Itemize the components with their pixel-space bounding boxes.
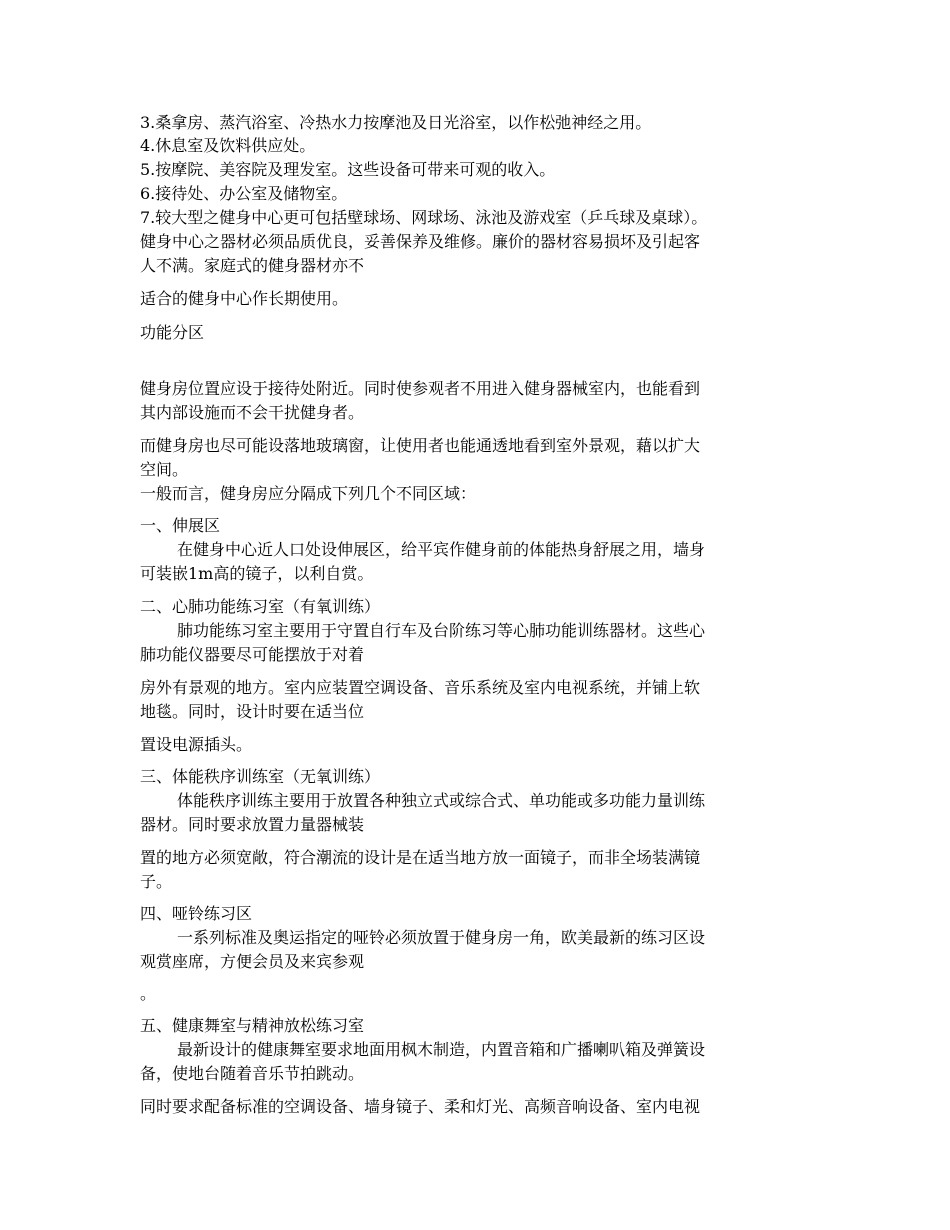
paragraph-cardio-line4: 地毯。同时，设计时要在适当位	[140, 702, 365, 721]
paragraph-cardio-line2: 肺功能仪器要尽可能摆放于对着	[140, 645, 365, 664]
paragraph-equipment-line3: 适合的健身中心作长期使用。	[140, 289, 349, 308]
paragraph-cardio-line3: 房外有景观的地方。室内应装置空调设备、音乐系统及室内电视系统，并铺上软	[140, 678, 701, 697]
paragraph-strength-line1: 体能秩序训练主要用于放置各种独立式或综合式、单功能或多功能力量训练	[177, 791, 706, 810]
paragraph-cardio-line1: 肺功能练习室主要用于守置自行车及台阶练习等心肺功能训练器材。这些心	[177, 621, 706, 640]
paragraph-dumbbell-line2: 观赏座席，方便会员及来宾参观	[140, 952, 365, 971]
paragraph-strength-line2: 器材。同时要求放置力量器械装	[140, 815, 365, 834]
paragraph-dumbbell-line1: 一系列标准及奥运指定的哑铃必须放置于健身房一角，欧美最新的练习区设	[177, 928, 706, 947]
paragraph-strength-line3: 置的地方必须宽敞，符合潮流的设计是在适当地方放一面镜子，而非全场装满镜	[140, 848, 701, 867]
paragraph-stretch-line1: 在健身中心近人口处设伸展区，给平宾作健身前的体能热身舒展之用，墙身	[177, 540, 706, 559]
paragraph-windows-line1: 而健身房也尽可能设落地玻璃窗，让使用者也能通透地看到室外景观，藉以扩大	[140, 436, 701, 455]
heading-dumbbell-zone: 四、哑铃练习区	[140, 904, 253, 923]
paragraph-location-line2: 其内部设施而不会干扰健身者。	[140, 403, 365, 422]
list-item-reception: 6.接待处、办公室及储物室。	[140, 184, 348, 203]
paragraph-stretch-line2: 可装嵌1m高的镜子，以利自赏。	[140, 564, 374, 583]
heading-strength-room: 三、体能秩序训练室（无氧训练）	[140, 767, 381, 786]
paragraph-dance-line2: 备，使地台随着音乐节拍跳动。	[140, 1064, 365, 1083]
paragraph-dumbbell-line3: 。	[140, 984, 157, 1003]
paragraph-cardio-line5: 置设电源插头。	[140, 735, 253, 754]
paragraph-equipment-line2: 人不满。家庭式的健身器材亦不	[140, 256, 365, 275]
paragraph-dance-line1: 最新设计的健康舞室要求地面用枫木制造，内置音箱和广播喇叭箱及弹簧设	[177, 1040, 706, 1059]
list-item-sauna: 3.桑拿房、蒸汽浴室、冷热水力按摩池及日光浴室，以作松弛神经之用。	[140, 113, 652, 132]
paragraph-location-line1: 健身房位置应设于接待处附近。同时使参观者不用进入健身器械室内，也能看到	[140, 379, 701, 398]
heading-stretch-zone: 一、伸展区	[140, 516, 221, 535]
paragraph-dance-line3: 同时要求配备标准的空调设备、墙身镜子、柔和灯光、高频音响设备、室内电视	[140, 1097, 701, 1116]
paragraph-zones-intro: 一般而言，健身房应分隔成下列几个不同区域：	[140, 484, 477, 503]
paragraph-windows-line2: 空间。	[140, 460, 189, 479]
paragraph-strength-line4: 子。	[140, 872, 173, 891]
heading-cardio-room: 二、心肺功能练习室（有氧训练）	[140, 597, 381, 616]
heading-dance-room: 五、健康舞室与精神放松练习室	[140, 1016, 365, 1035]
document-page	[140, 0, 800, 1230]
list-item-massage: 5.按摩院、美容院及理发室。这些设备可带来可观的收入。	[140, 160, 556, 179]
section-heading-function-zones: 功能分区	[140, 323, 205, 342]
list-item-rest-room: 4.休息室及饮料供应处。	[140, 136, 316, 155]
list-item-large-center: 7.较大型之健身中心更可包括壁球场、网球场、泳池及游戏室（乒乓球及桌球）。	[140, 208, 708, 227]
paragraph-equipment-line1: 健身中心之器材必须品质优良，妥善保养及维修。廉价的器材容易损坏及引起客	[140, 232, 701, 251]
